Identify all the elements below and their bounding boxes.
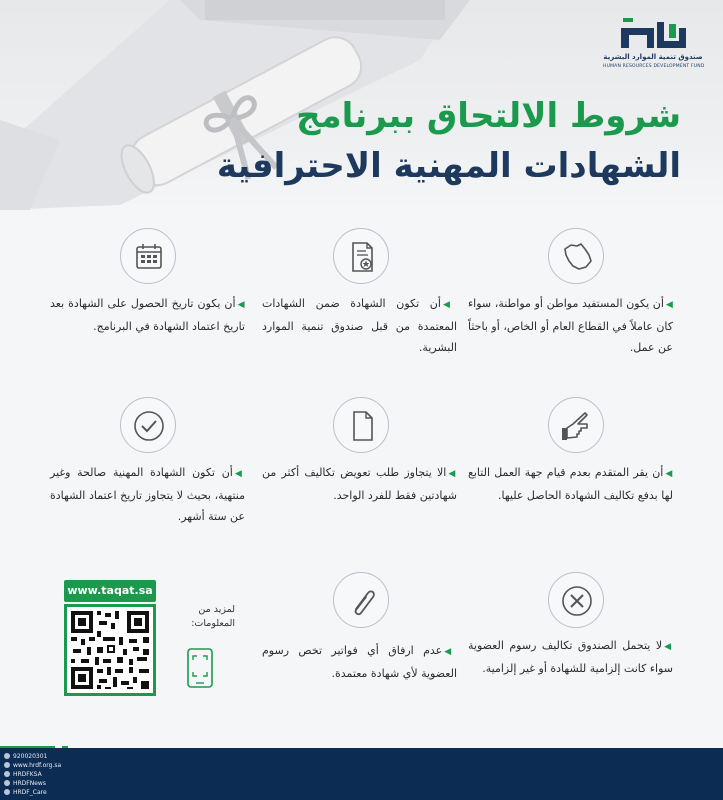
bullet-icon: ◀	[448, 469, 457, 479]
condition-5-text: الا يتجاوز طلب تعويض تكاليف أكثر من شهادتين فقط للفرد الواحد.	[262, 466, 457, 502]
twitter-icon	[4, 780, 10, 786]
condition-8	[262, 640, 457, 684]
footer-website[interactable]	[4, 761, 124, 770]
bullet-icon: ◀	[237, 300, 246, 310]
qr-code[interactable]	[64, 604, 156, 696]
footer-linkedin[interactable]	[4, 770, 124, 779]
phone-icon	[4, 753, 10, 759]
footer-phone-text: 920020301	[13, 753, 48, 760]
taqat-url-link[interactable]: www.taqat.sa	[64, 580, 156, 602]
footer-care-text: HRDF_Care	[13, 789, 47, 796]
calendar-icon	[120, 228, 176, 284]
condition-7	[468, 635, 673, 679]
logo-name-arabic: صندوق تنمية الموارد البشرية	[603, 53, 703, 61]
qr-code-pattern	[67, 607, 153, 693]
condition-6	[50, 462, 245, 527]
condition-6-text: أن تكون الشهادة المهنية صالحة وغير منتهية، بحيث لا يتجاوز تاريخ اعتماد الشهادة عن ستة أشهر.	[50, 466, 245, 523]
bullet-icon: ◀	[442, 300, 458, 310]
certificate-icon	[333, 228, 389, 284]
document-icon	[333, 397, 389, 453]
bullet-icon: ◀	[444, 647, 457, 657]
condition-8-text: عدم ارفاق أي فواتير تخص رسوم العضوية لأي شهادة معتمدة.	[262, 644, 457, 680]
condition-3-text: أن يكون تاريخ الحصول على الشهادة بعد تاريخ اعتماد الشهادة في البرنامج.	[50, 297, 245, 333]
page-title-line2: الشهادات المهنية الاحترافية	[216, 146, 681, 186]
footer-website-text: www.hrdf.org.sa	[13, 762, 62, 769]
x-circle-icon	[548, 572, 604, 628]
bullet-icon: ◀	[234, 469, 246, 479]
twitter-icon	[4, 789, 10, 795]
footer-linkedin-text: HRDFKSA	[13, 771, 42, 778]
bullet-icon: ◀	[665, 300, 673, 310]
condition-3	[50, 293, 245, 337]
condition-7-text: لا يتحمل الصندوق تكاليف رسوم العضوية سواء كانت إلزامية للشهادة أو غير إلزامية.	[468, 639, 673, 675]
bullet-icon: ◀	[665, 469, 674, 479]
hand-pointing-icon	[548, 397, 604, 453]
footer-news-text: HRDFNews	[13, 780, 46, 787]
globe-icon	[4, 762, 10, 768]
saudi-map-icon	[548, 228, 604, 284]
hrdf-logo-mark	[617, 14, 689, 52]
footer-news[interactable]	[4, 779, 124, 788]
condition-1-text: أن يكون المستفيد مواطن أو مواطنة، سواء كان عاملاً في القطاع العام أو الخاص، أو باحثاً عن عمل.	[468, 297, 673, 354]
footer-care[interactable]	[4, 788, 124, 797]
paperclip-icon	[333, 572, 389, 628]
footer	[0, 748, 723, 800]
linkedin-icon	[4, 771, 10, 777]
check-circle-icon	[120, 397, 176, 453]
condition-1	[468, 293, 673, 358]
condition-2	[262, 293, 457, 358]
phone-scan-icon	[186, 648, 214, 688]
condition-2-text: أن تكون الشهادة ضمن الشهادات المعتمدة من قبل صندوق تنمية الموارد البشرية.	[262, 297, 457, 354]
hrdf-logo	[603, 14, 703, 74]
more-info-label: لمزيد من المعلومات:	[191, 604, 235, 629]
logo-name-english: HUMAN RESOURCES DEVELOPMENT FUND	[603, 64, 705, 69]
condition-4-text: أن يقر المتقدم بعدم قيام جهة العمل التابع لها بدفع تكاليف الشهادة الحاصل عليها.	[468, 466, 673, 502]
condition-5	[262, 462, 457, 506]
bullet-icon: ◀	[664, 642, 673, 652]
condition-4	[468, 462, 673, 506]
footer-phone[interactable]	[4, 752, 124, 761]
page-title-line1: شروط الالتحاق ببرنامج	[296, 96, 681, 136]
